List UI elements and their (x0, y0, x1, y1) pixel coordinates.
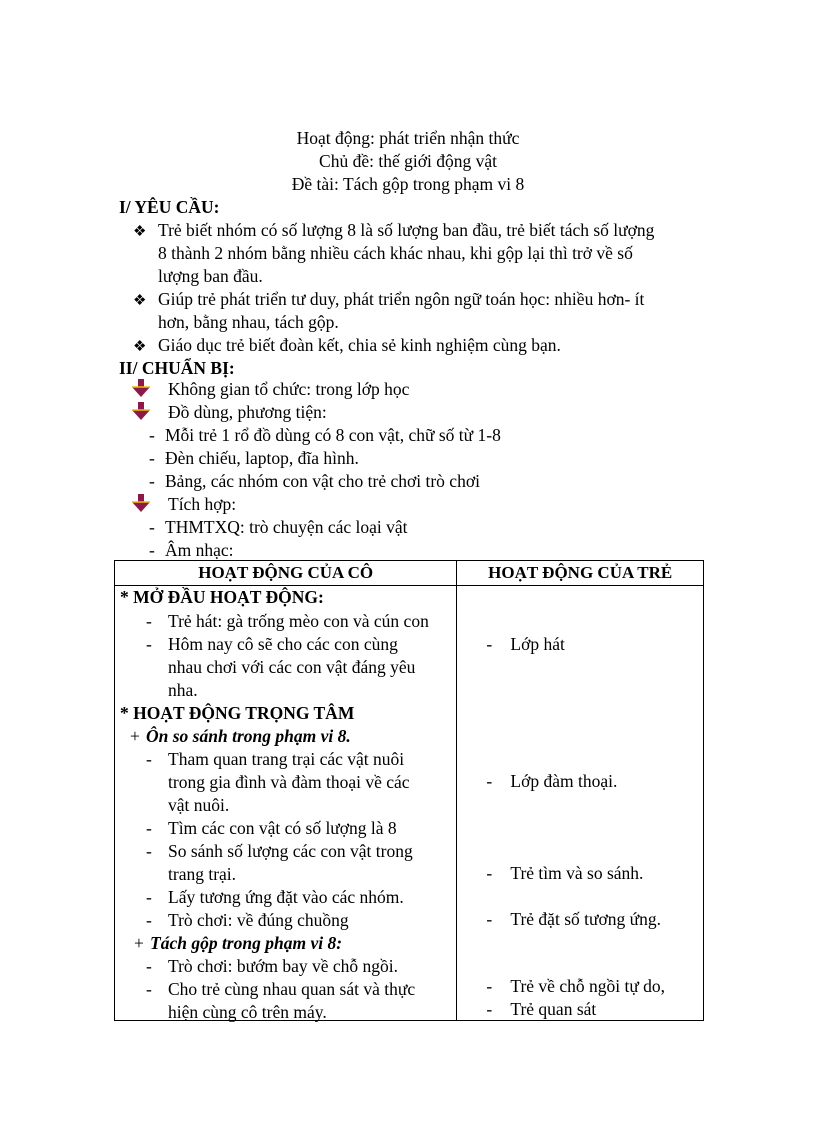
child-item-1: Lớp hát (510, 634, 565, 654)
opening-item-1: Trẻ hát: gà trống mèo con và cún con (168, 611, 429, 631)
materials-sub-2: Đèn chiếu, laptop, đĩa hình. (165, 448, 359, 468)
down-arrow-bullet-icon (132, 402, 150, 420)
bullet-1-line-2: 8 thành 2 nhóm bằng nhiều cách khác nhau, khi gộp lại thì trở về số (158, 243, 633, 263)
child-item-5: Trẻ về chỗ ngồi tự do, (510, 976, 666, 996)
table-header-row (115, 561, 704, 586)
plus-marker: + (130, 726, 140, 746)
split-item-2-line-2: hiện cùng cô trên máy. (168, 1002, 327, 1022)
col-teacher-header: HOẠT ĐỘNG CỦA CÔ (115, 561, 457, 586)
compare-item-1-line-2: trong gia đình và đàm thoại về các (168, 772, 410, 792)
plus-marker: + (134, 933, 144, 953)
child-item-4: Trẻ đặt số tương ứng. (510, 909, 661, 929)
materials-sub-3: Bảng, các nhóm con vật cho trẻ chơi trò chơi (165, 471, 480, 491)
dash: - (146, 956, 152, 976)
dash: - (486, 863, 493, 883)
dash: - (146, 887, 152, 907)
diamond-bullet-icon: ❖ (133, 293, 147, 309)
compare-item-5: Trò chơi: về đúng chuồng (168, 910, 349, 930)
diamond-bullet-icon: ❖ (133, 224, 147, 240)
bullet-2 (133, 288, 149, 312)
dash: - (149, 540, 155, 560)
dash: - (149, 517, 155, 537)
compare-item-3-line-1: So sánh số lượng các con vật trong (168, 841, 413, 861)
dash: - (146, 910, 152, 930)
children-activities-cell (457, 586, 704, 1021)
teacher-activities-cell (115, 586, 457, 1021)
dash: - (146, 818, 152, 838)
subsection-split-title: Tách gộp trong phạm vi 8: (150, 933, 343, 953)
compare-item-4: Lấy tương ứng đặt vào các nhóm. (168, 887, 404, 907)
dash: - (146, 611, 152, 631)
dash: - (486, 999, 493, 1019)
section-2-title: II/ CHUẨN BỊ: (119, 358, 235, 378)
bullet-1 (133, 219, 149, 243)
section-1-title: I/ YÊU CẦU: (119, 197, 220, 217)
bullet-1-line-1: Trẻ biết nhóm có số lượng 8 là số lượng ban đầu, trẻ biết tách số lượng (158, 220, 655, 240)
subsection-compare-title: Ôn so sánh trong phạm vi 8. (146, 726, 351, 746)
subject-line: Đề tài: Tách gộp trong phạm vi 8 (291, 174, 525, 194)
dash: - (146, 749, 152, 769)
compare-item-2: Tìm các con vật có số lượng là 8 (168, 818, 397, 838)
integration-sub-2: Âm nhạc: (165, 540, 234, 560)
down-arrow-bullet-icon (132, 494, 150, 512)
table-row (115, 586, 704, 1021)
opening-item-2-line-1: Hôm nay cô sẽ cho các con cùng (168, 634, 398, 654)
activity-table (114, 560, 704, 1021)
dash: - (146, 979, 152, 999)
down-arrow-bullet-icon (132, 379, 150, 397)
main-activity-title: * HOẠT ĐỘNG TRỌNG TÂM (120, 703, 355, 723)
dash: - (149, 471, 155, 491)
dash: - (149, 448, 155, 468)
bullet-3-line-1: Giáo dục trẻ biết đoàn kết, chia sẻ kinh nghiệm cùng bạn. (158, 335, 561, 355)
child-item-6: Trẻ quan sát (510, 999, 597, 1019)
dash: - (486, 976, 493, 996)
bullet-3 (133, 334, 149, 358)
compare-item-3-line-2: trang trại. (168, 864, 237, 884)
dash: - (486, 771, 493, 791)
dash: - (146, 634, 152, 654)
prep-item-materials: Đồ dùng, phương tiện: (168, 402, 327, 422)
dash: - (146, 841, 152, 861)
child-item-3: Trẻ tìm và so sánh. (510, 863, 644, 883)
split-item-1: Trò chơi: bướm bay về chỗ ngồi. (168, 956, 399, 976)
dash: - (149, 425, 155, 445)
diamond-bullet-icon: ❖ (133, 339, 147, 355)
split-item-2-line-1: Cho trẻ cùng nhau quan sát và thực (168, 979, 416, 999)
dash: - (486, 634, 493, 654)
dash: - (486, 909, 493, 929)
bullet-2-line-2: hơn, bằng nhau, tách gộp. (158, 312, 339, 332)
bullet-1-line-3: lượng ban đầu. (158, 266, 263, 286)
opening-item-2-line-2: nhau chơi với các con vật đáng yêu (168, 657, 416, 677)
integration-sub-1: THMTXQ: trò chuyện các loại vật (165, 517, 408, 537)
prep-item-space: Không gian tổ chức: trong lớp học (168, 379, 410, 399)
opening-title: * MỞ ĐẦU HOẠT ĐỘNG: (120, 587, 324, 607)
activity-line: Hoạt động: phát triển nhận thức (296, 128, 520, 148)
opening-item-2-line-3: nha. (168, 680, 198, 700)
materials-sub-1: Mỗi trẻ 1 rổ đồ dùng có 8 con vật, chữ số từ 1-8 (165, 425, 501, 445)
bullet-2-line-1: Giúp trẻ phát triển tư duy, phát triển ngôn ngữ toán học: nhiều hơn- ít (158, 289, 645, 309)
child-item-2: Lớp đàm thoại. (510, 771, 618, 791)
prep-item-integration: Tích hợp: (168, 494, 237, 514)
compare-item-1-line-1: Tham quan trang trại các vật nuôi (168, 749, 405, 769)
compare-item-1-line-3: vật nuôi. (168, 795, 230, 815)
col-children-header: HOẠT ĐỘNG CỦA TRẺ (457, 561, 704, 586)
topic-line: Chủ đề: thế giới động vật (319, 151, 497, 171)
